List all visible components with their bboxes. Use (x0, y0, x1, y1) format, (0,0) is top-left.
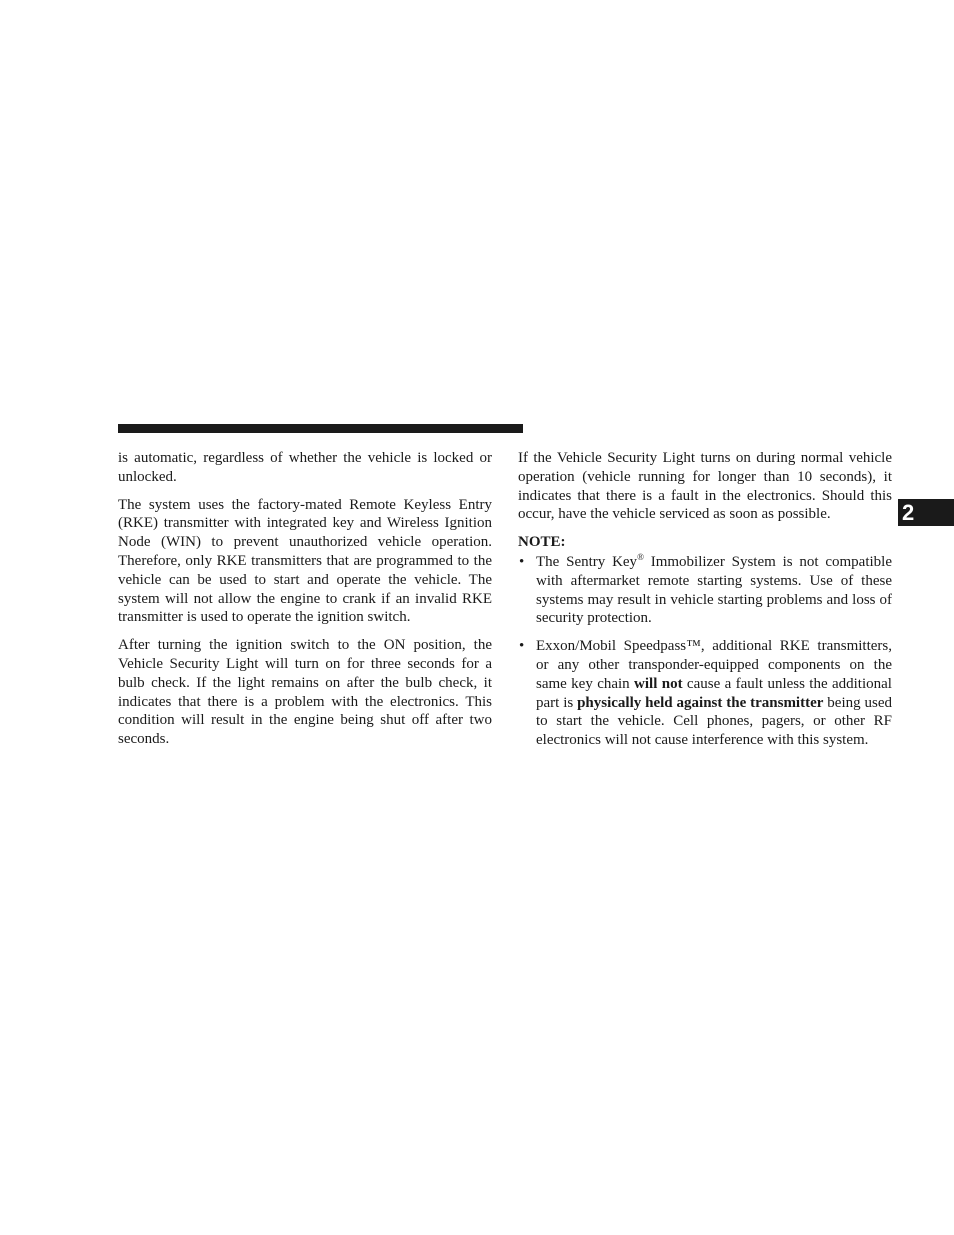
right-column (518, 449, 892, 759)
section-header-rule (118, 424, 523, 433)
paragraph-rke-system: The system uses the factory-mated Remote Keyless Entry (RKE) transmitter with integrated key and Wireless Ignition Node (WIN) to prevent unauthorized vehicle operation. Therefore, only RKE transmitters that are programmed to the vehicle can be used to start and operate the vehicle. The system will not allow the engine to crank if an invalid RKE transmitter is used to operate the ignition switch. (118, 496, 492, 626)
note-label: NOTE: (518, 534, 566, 551)
bullet-icon: • (519, 553, 525, 570)
paragraph-automatic: is automatic, regardless of whether the vehicle is locked or unlocked. (118, 450, 492, 485)
left-column (118, 449, 492, 758)
note-list (518, 553, 892, 750)
emphasis-physically-held: physically held against the transmitter (577, 694, 824, 711)
list-item: • The Sentry Key® Immobilizer System is not compatible with aftermarket remote starting systems. Use of these systems may result in vehicle starting problems and loss of security protection. (519, 551, 892, 627)
registered-mark: ® (637, 551, 644, 562)
list-item: • Exxon/Mobil Speedpass™, additional RKE transmitters, or any other transponder-equipped components on the same key chain will not cause a fault unless the additional part is physically held against the transmitter being used to start the vehicle. Cell phones, pagers, or other RF electronics will not cause interference with this system. (519, 638, 892, 749)
bullet-icon: • (519, 638, 525, 655)
paragraph-bulb-check: After turning the ignition switch to the ON position, the Vehicle Security Light will turn on for three seconds for a bulb check. If the light remains on after the bulb check, it indicates that there is a problem with the electronics. This condition will result in the engine being shut off after two seconds. (118, 637, 492, 748)
chapter-tab: 2 (898, 499, 954, 526)
emphasis-will-not: will not (634, 675, 683, 692)
paragraph-security-light-fault: If the Vehicle Security Light turns on during normal vehicle operation (vehicle running for longer than 10 seconds), it indicates that there is a fault in the electronics. Should this occur, have the vehicle serviced as soon as possible. (518, 450, 892, 523)
